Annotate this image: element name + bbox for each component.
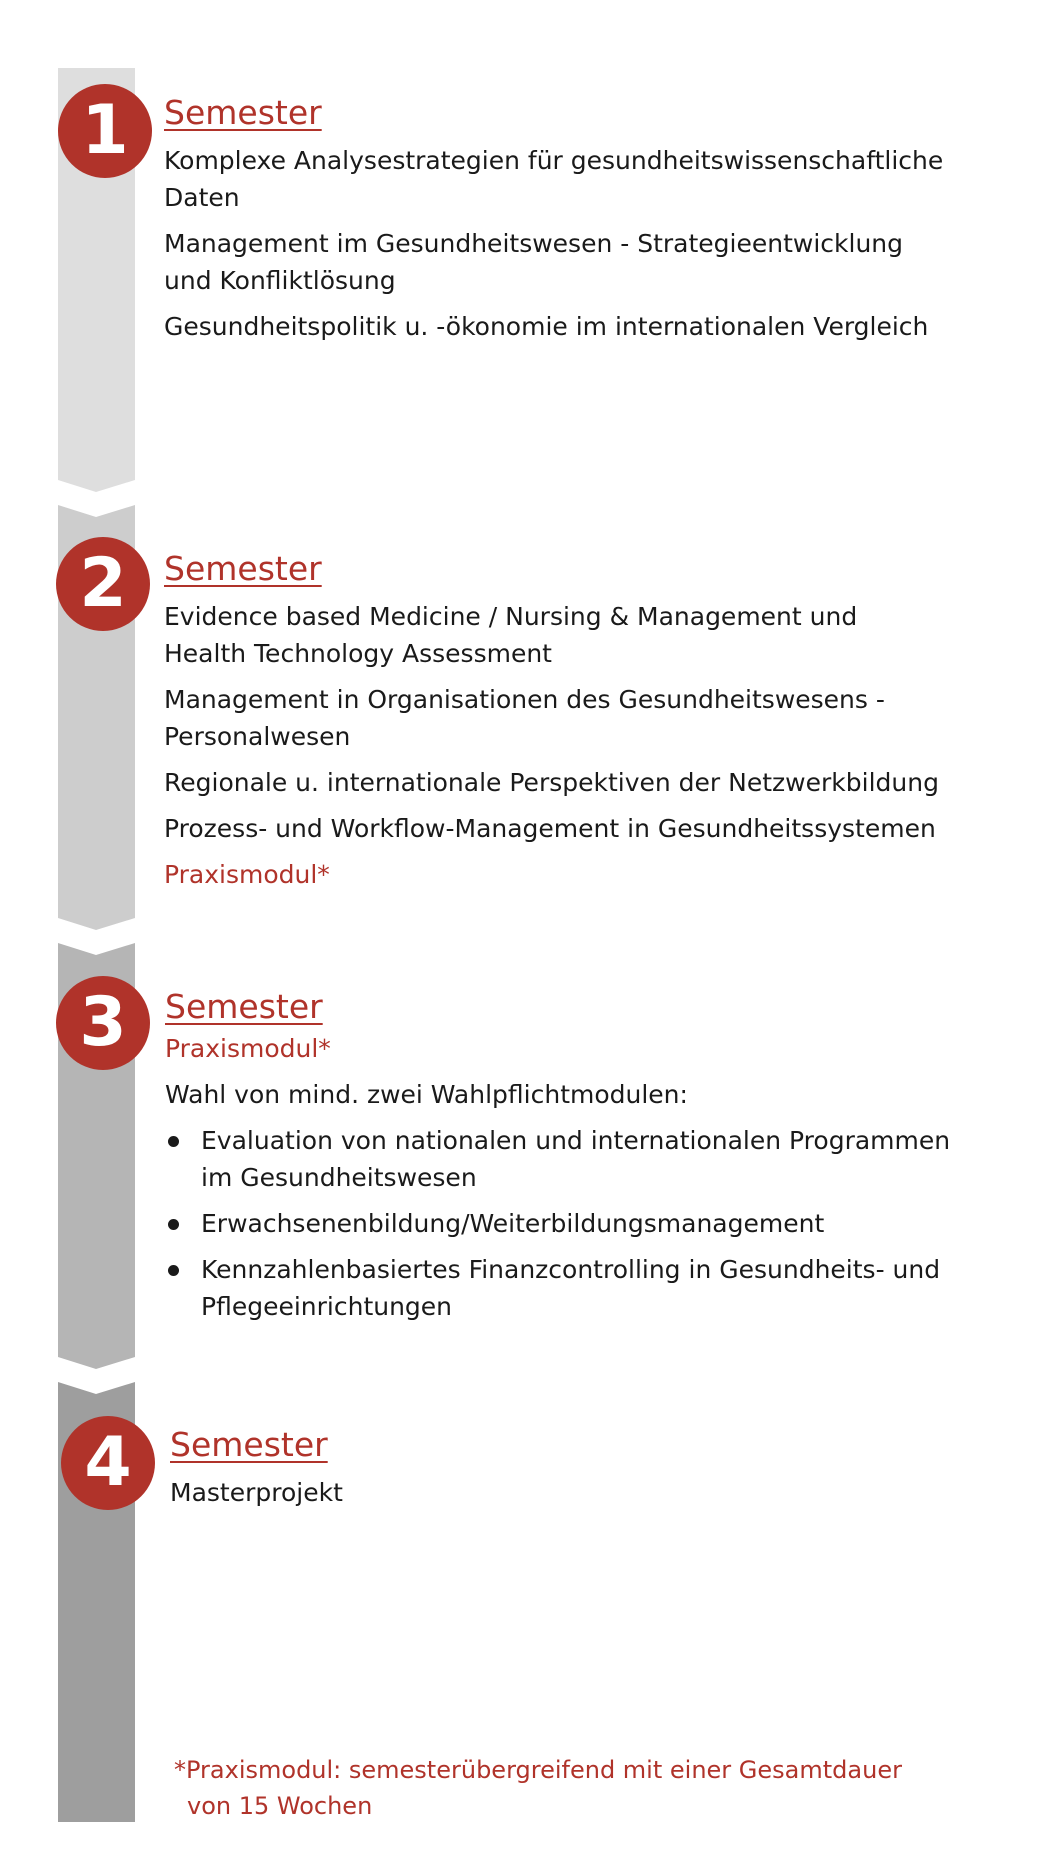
elective-item-label: Kennzahlenbasiertes Finanzcontrolling in Gesundheits- und Pflegeeinrichtungen xyxy=(201,1255,941,1321)
semester-3-practice-module: Praxismodul* xyxy=(165,1034,331,1063)
elective-item-label: Evaluation von nationalen und internationalen Programmen im Gesundheitswesen xyxy=(201,1126,951,1192)
semester-2-module-2: Management in Organisationen des Gesundheitswesens - Personalwesen xyxy=(164,685,885,751)
semester-1-badge xyxy=(58,84,152,178)
semester-4-badge xyxy=(61,1416,155,1510)
semester-3-title: Semester xyxy=(165,987,323,1026)
semester-2-title: Semester xyxy=(164,549,322,588)
elective-item xyxy=(165,1251,961,1325)
semester-2-module-4: Prozess- und Workflow-Management in Gesundheitssystemen xyxy=(164,814,936,843)
semester-3-elective-list xyxy=(165,1122,965,1325)
semester-1-module-1: Komplexe Analysestrategien für gesundheitswissenschaftliche Daten xyxy=(164,146,944,212)
semester-2-module-3: Regionale u. internationale Perspektiven der Netzwerkbildung xyxy=(164,768,939,797)
semester-1-title: Semester xyxy=(164,93,322,132)
semester-4-module-1: Masterprojekt xyxy=(170,1478,343,1507)
semester-2-number: 2 xyxy=(79,544,127,623)
semester-4-number: 4 xyxy=(84,1423,132,1502)
elective-item-label: Erwachsenenbildung/Weiterbildungsmanagement xyxy=(201,1209,825,1238)
semester-3-section xyxy=(165,986,965,1334)
semester-2-badge xyxy=(56,537,150,631)
elective-item xyxy=(165,1205,961,1242)
semester-4-title: Semester xyxy=(170,1425,328,1464)
semester-1-module-3: Gesundheitspolitik u. -ökonomie im internationalen Vergleich xyxy=(164,312,929,341)
semester-2-module-1: Evidence based Medicine / Nursing & Management und Health Technology Assessment xyxy=(164,602,858,668)
bullet-icon xyxy=(168,1265,179,1276)
semester-3-badge xyxy=(56,976,150,1070)
semester-1-module-2: Management im Gesundheitswesen - Strategieentwicklung und Konfliktlösung xyxy=(164,229,904,295)
bullet-icon xyxy=(168,1219,179,1230)
bullet-icon xyxy=(168,1136,179,1147)
semester-1-section xyxy=(164,92,964,354)
semester-4-section xyxy=(170,1424,970,1520)
semester-1-number: 1 xyxy=(81,91,129,170)
semester-3-electives-intro: Wahl von mind. zwei Wahlpflichtmodulen: xyxy=(165,1080,688,1109)
elective-item xyxy=(165,1122,961,1196)
semester-2-practice-module: Praxismodul* xyxy=(164,860,330,889)
semester-2-section xyxy=(164,548,964,902)
practice-module-footnote: *Praxismodul: semesterübergreifend mit einer Gesamtdauer von 15 Wochen xyxy=(174,1756,902,1820)
semester-3-number: 3 xyxy=(79,983,127,1062)
